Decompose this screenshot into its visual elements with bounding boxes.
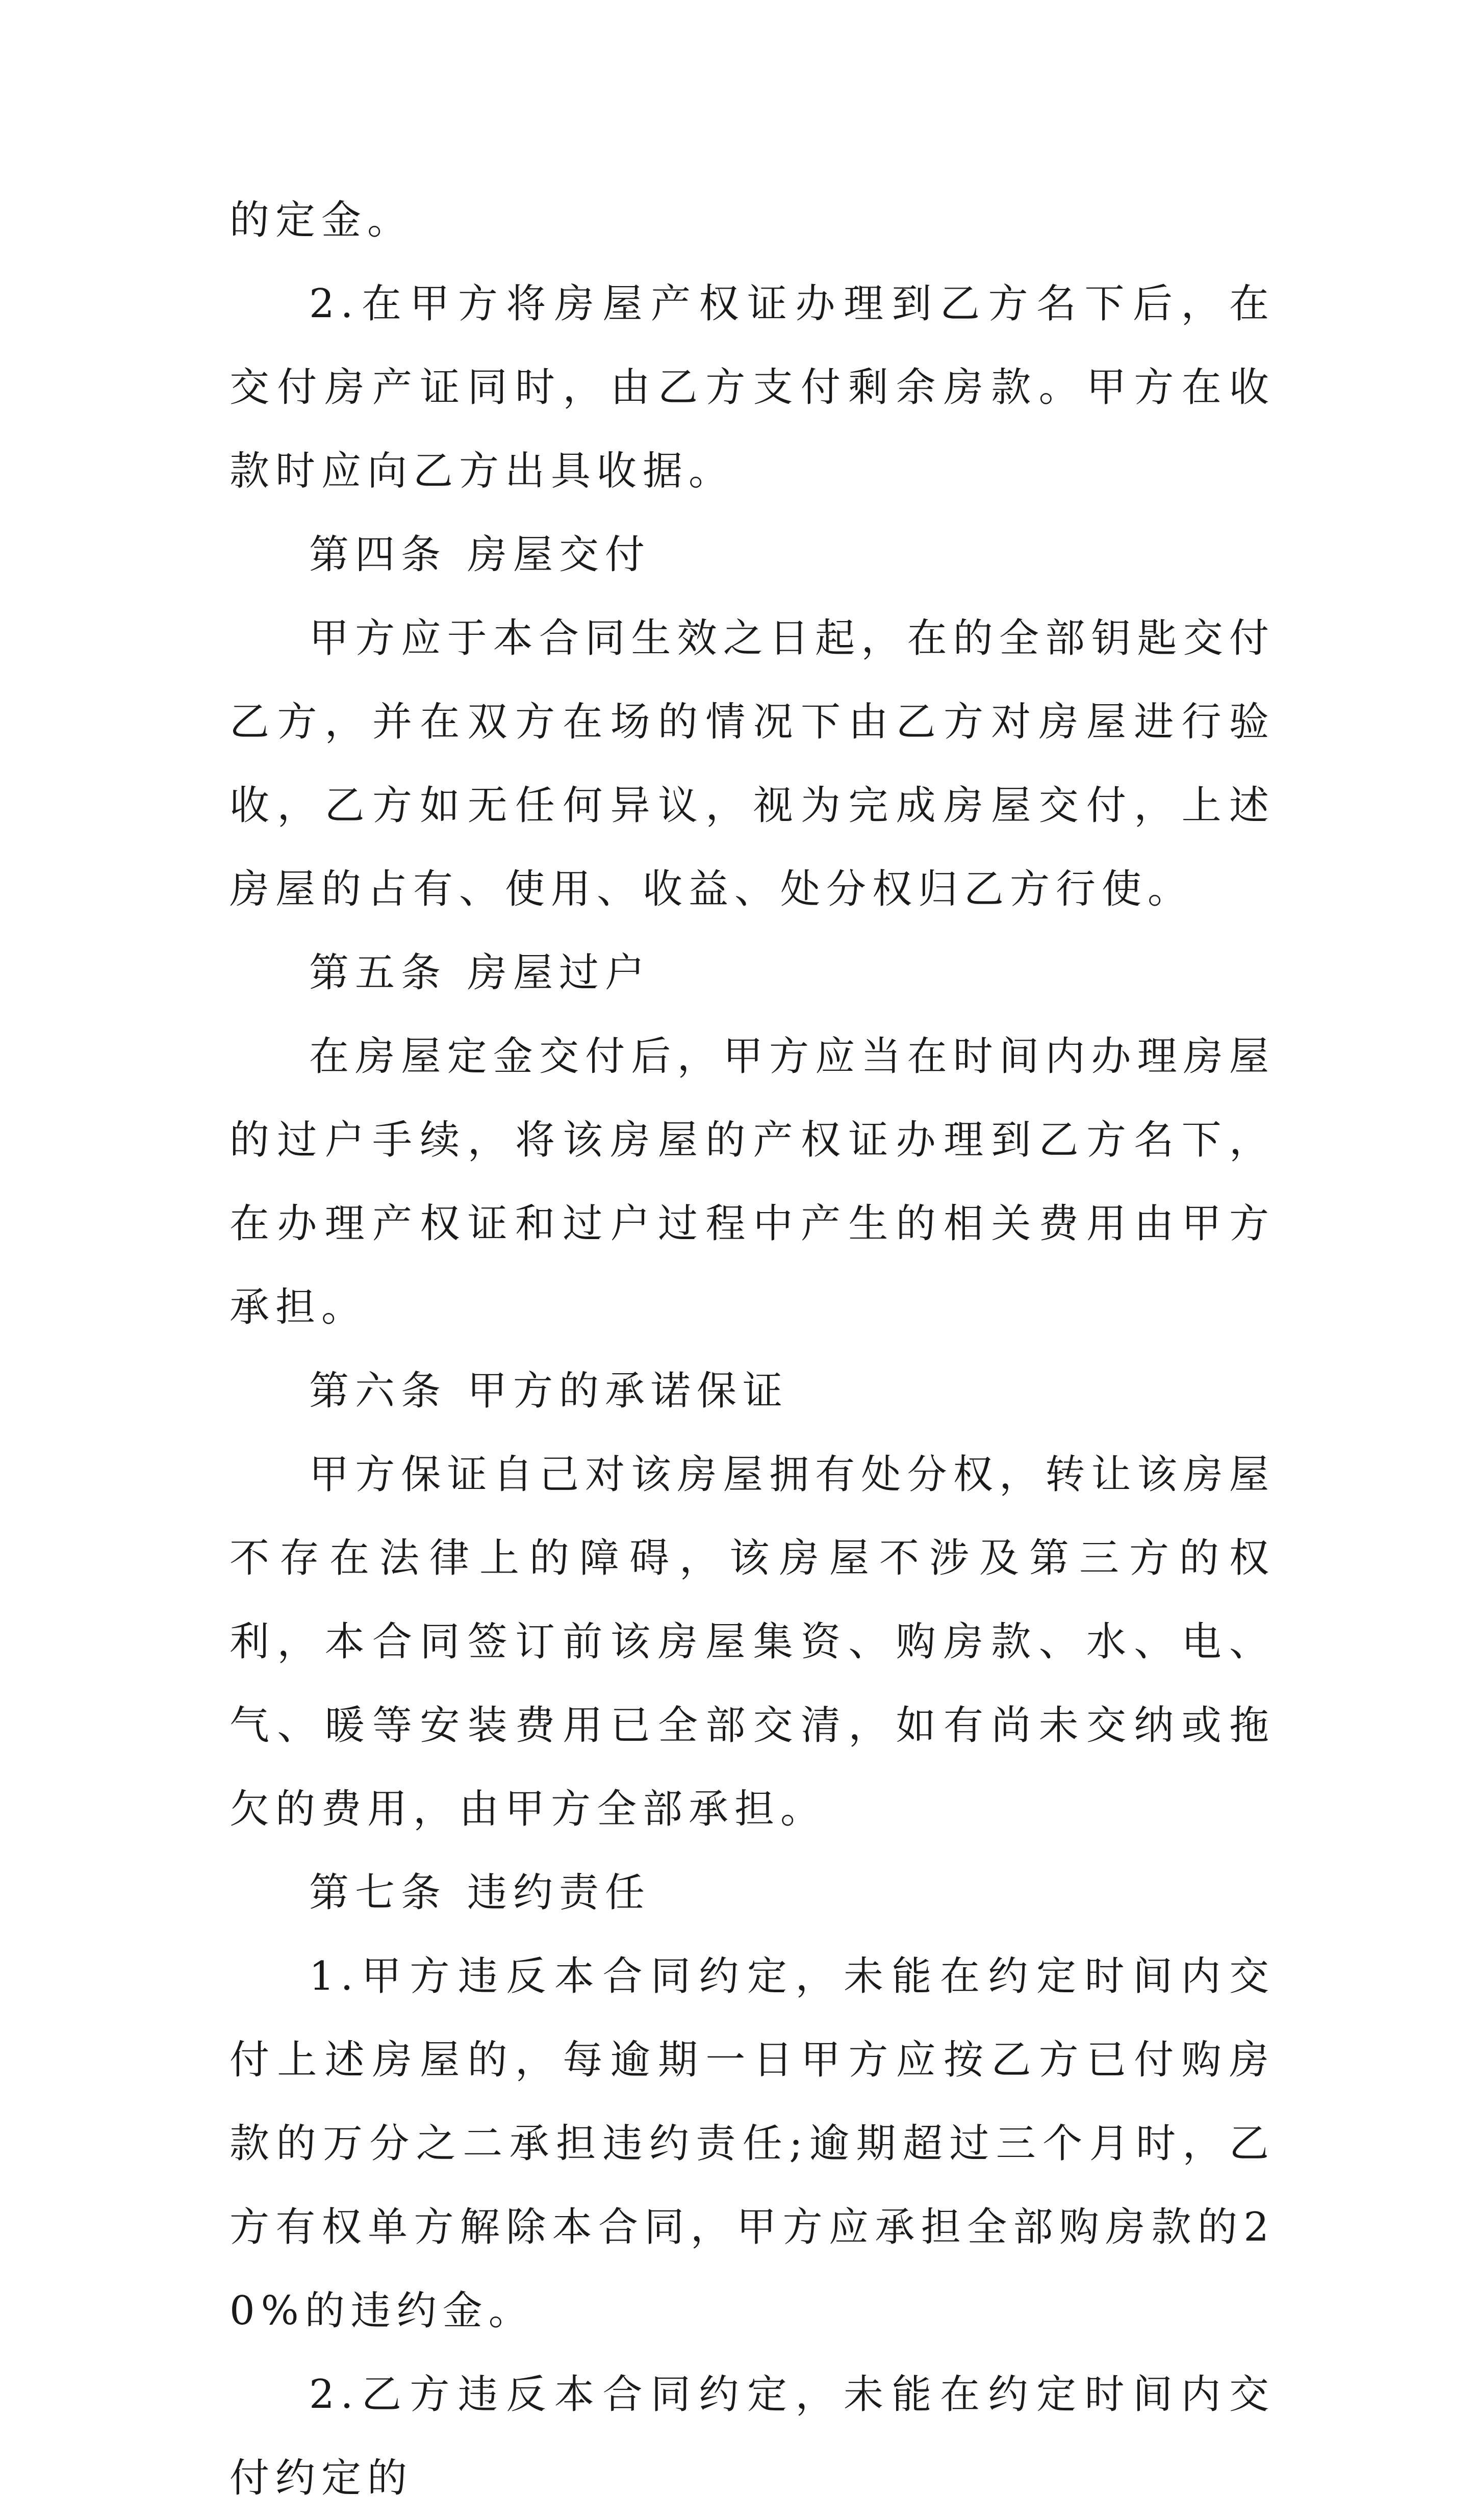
- article-4-number: 第四条: [309, 532, 447, 578]
- document-body: [230, 178, 1275, 2520]
- article-4-title: 房屋交付: [467, 532, 651, 578]
- article-6-number: 第六条: [309, 1368, 447, 1414]
- article-6-body: 甲方保证自己对该房屋拥有处分权，转让该房屋不存在法律上的障碍，该房屋不涉及第三方的权利，本合同签订前该房屋集资、购房款、水、电、气、暖等安装费用已全部交清，如有尚未交纳或拖欠的费用，由甲方全部承担。: [230, 1452, 1275, 1832]
- article-4-body: 甲方应于本合同生效之日起，在的全部钥匙交付乙方，并在双方在场的情况下由乙方对房屋进行验收，乙方如无任何异议，视为完成房屋交付，上述房屋的占有、使用、收益、处分权归乙方行使。: [230, 615, 1275, 912]
- article-4-heading: [230, 513, 1275, 597]
- article-5-title: 房屋过户: [467, 950, 651, 996]
- article-5-heading: [230, 931, 1275, 1015]
- paragraph-deposit-end: 的定金。: [230, 197, 414, 243]
- article-7-title: 违约责任: [467, 1870, 651, 1916]
- article-7-clause-1: 1.甲方违反本合同约定，未能在约定时间内交付上述房屋的，每逾期一日甲方应按乙方已付购房款的万分之二承担违约责任;逾期超过三个月时，乙方有权单方解除本合同，甲方应承担全部购房款的20%的违约金。: [230, 1953, 1275, 2334]
- article-6-heading: [230, 1349, 1275, 1433]
- article-7-clause-2: 2.乙方违反本合同约定，未能在约定时间内交付约定的: [230, 2372, 1275, 2501]
- article-6-title: 甲方的承诺保证: [467, 1368, 789, 1414]
- article-5-number: 第五条: [309, 950, 447, 996]
- article-7-heading: [230, 1851, 1275, 1935]
- paragraph-payment-clause-2: 2.在甲方将房屋产权证办理到乙方名下后，在交付房产证同时，由乙方支付剩余房款。甲方在收款时应向乙方出具收据。: [230, 281, 1275, 494]
- article-7-number: 第七条: [309, 1870, 447, 1916]
- article-5-body: 在房屋定金交付后，甲方应当在时间内办理房屋的过户手续，将该房屋的产权证办理到乙方名下，在办理产权证和过户过程中产生的相关费用由甲方承担。: [230, 1034, 1275, 1330]
